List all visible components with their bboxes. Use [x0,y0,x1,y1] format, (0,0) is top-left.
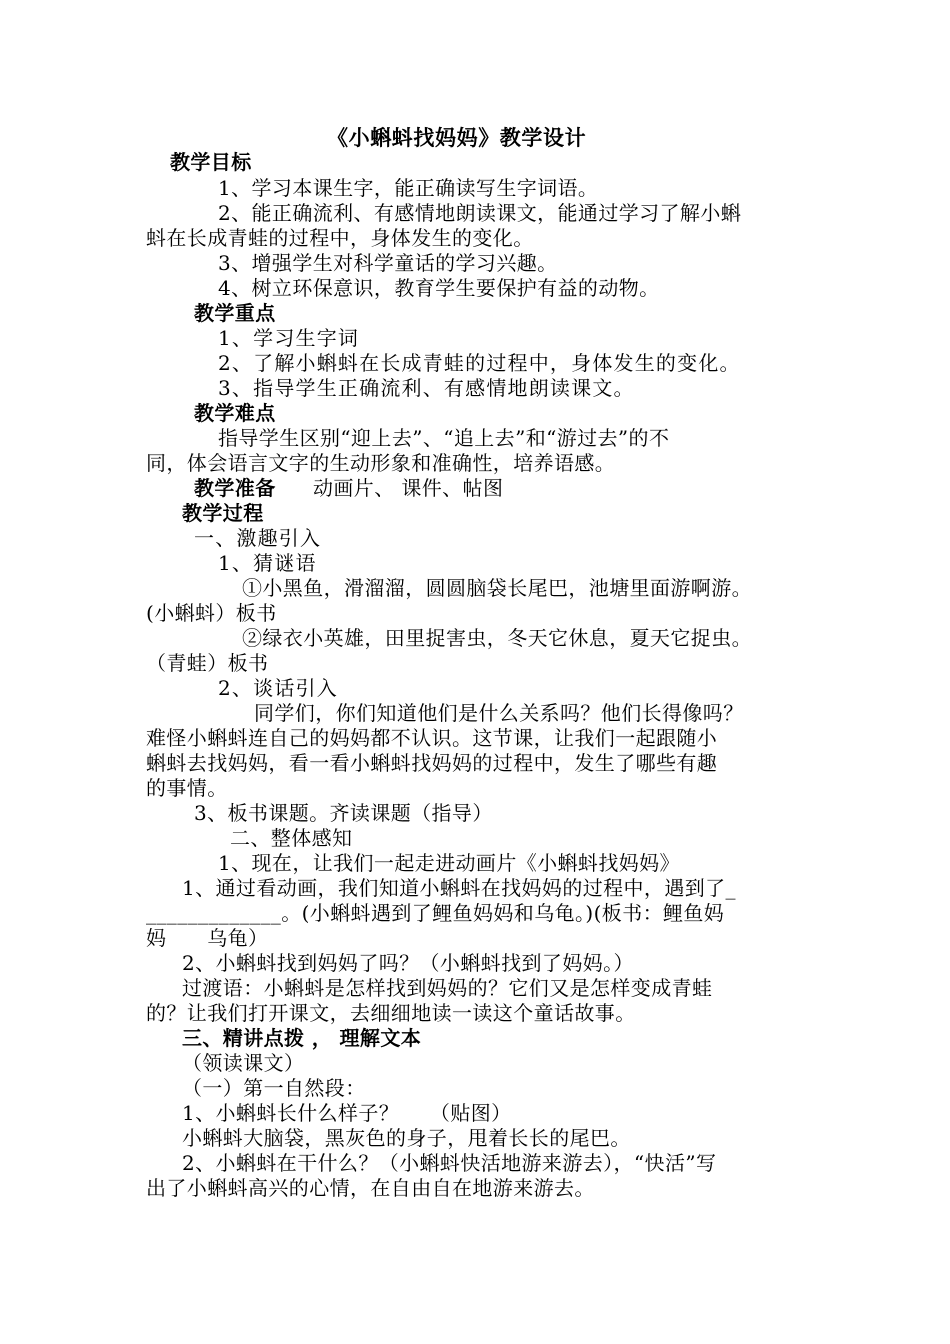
preparation-items: 动画片、 课件、帖图 [313,476,504,500]
talk-text-3: 蝌蚪去找妈妈，看一看小蝌蚪找妈妈的过程中，发生了哪些有趣 [146,751,718,775]
riddle-heading: 1、猜谜语 [218,551,317,575]
talk-text-4: 的事情。 [146,776,228,800]
riddle-1: ①小黑鱼，滑溜溜，圆圆脑袋长尾巴，池塘里面游啊游。 [242,576,752,600]
objective-2: 2、能正确流利、有感情地朗读课文，能通过学习了解小蝌 [218,201,742,225]
objective-4: 4、树立环保意识，教育学生要保护有益的动物。 [218,276,660,300]
overview-2-board: 妈 乌龟） [146,926,269,950]
overview-2-cont: _____________。(小蝌蚪遇到了鲤鱼妈妈和乌龟。)(板书：鲤鱼妈 [146,901,725,925]
section-1-title: 一、激趣引入 [194,526,322,550]
section-3-title: 三、精讲点拨 ， 理解文本 [182,1026,422,1050]
heading-objectives: 教学目标 [170,150,252,174]
paragraph-1-title: （一）第一自然段： [182,1076,366,1100]
objective-1: 1、学习本课生字，能正确读写生字词语。 [218,176,599,200]
question-2: 2、小蝌蚪在干什么？（小蝌蚪快活地游来游去），“快活”写 [182,1151,717,1175]
section-2-title: 二、整体感知 [230,826,353,850]
talk-text-1: 同学们，你们知道他们是什么关系吗？他们长得像吗？ [254,701,744,725]
riddle-1-answer: (小蝌蚪）板书 [146,601,277,625]
answer-1: 小蝌蚪大脑袋，黑灰色的身子，甩着长长的尾巴。 [182,1126,631,1150]
heading-preparation: 教学准备 [194,476,276,500]
page-title: 《小蝌蚪找妈妈》教学设计 [327,125,587,150]
talk-heading: 2、谈话引入 [218,676,338,700]
heading-process: 教学过程 [182,501,264,525]
transition-text: 过渡语：小蝌蚪是怎样找到妈妈的？它们又是怎样变成青蛙 [182,976,713,1000]
talk-text-2: 难怪小蝌蚪连自己的妈妈都不认识。这节课，让我们一起跟随小 [146,726,718,750]
question-2-cont: 出了小蝌蚪高兴的心情，在自由自在地游来游去。 [146,1176,595,1200]
transition-text-cont: 的？让我们打开课文，去细细地读一读这个童话故事。 [146,1001,636,1025]
riddle-2: ②绿衣小英雄，田里捉害虫，冬天它休息，夏天它捉虫。 [242,626,752,650]
difficulty-text-cont: 同，体会语言文字的生动形象和准确性，培养语感。 [146,451,616,475]
riddle-2-answer: （青蛙）板书 [146,651,269,675]
objective-2-cont: 蚪在长成青蛙的过程中，身体发生的变化。 [146,226,534,250]
question-1: 1、小蝌蚪长什么样子？ （贴图） [182,1101,512,1125]
heading-difficulties: 教学难点 [194,401,276,425]
overview-3: 2、小蝌蚪找到妈妈了吗？（小蝌蚪找到了妈妈。） [182,951,634,975]
heading-key-points: 教学重点 [194,301,276,325]
difficulty-text: 指导学生区别“迎上去”、“追上去”和“游过去”的不 [218,426,670,450]
key-point-1: 1、学习生字词 [218,326,360,350]
key-point-2: 2、了解小蝌蚪在长成青蛙的过程中，身体发生的变化。 [218,351,741,375]
key-point-3: 3、指导学生正确流利、有感情地朗读课文。 [218,376,635,400]
lead-reading: （领读课文） [182,1051,305,1075]
board-title-step: 3、板书课题。齐读课题（指导） [194,801,493,825]
overview-2: 1、通过看动画，我们知道小蝌蚪在找妈妈的过程中，遇到了_ [182,876,736,900]
overview-1: 1、现在，让我们一起走进动画片《小蝌蚪找妈妈》 [218,851,680,875]
objective-3: 3、增强学生对科学童话的学习兴趣。 [218,251,558,275]
